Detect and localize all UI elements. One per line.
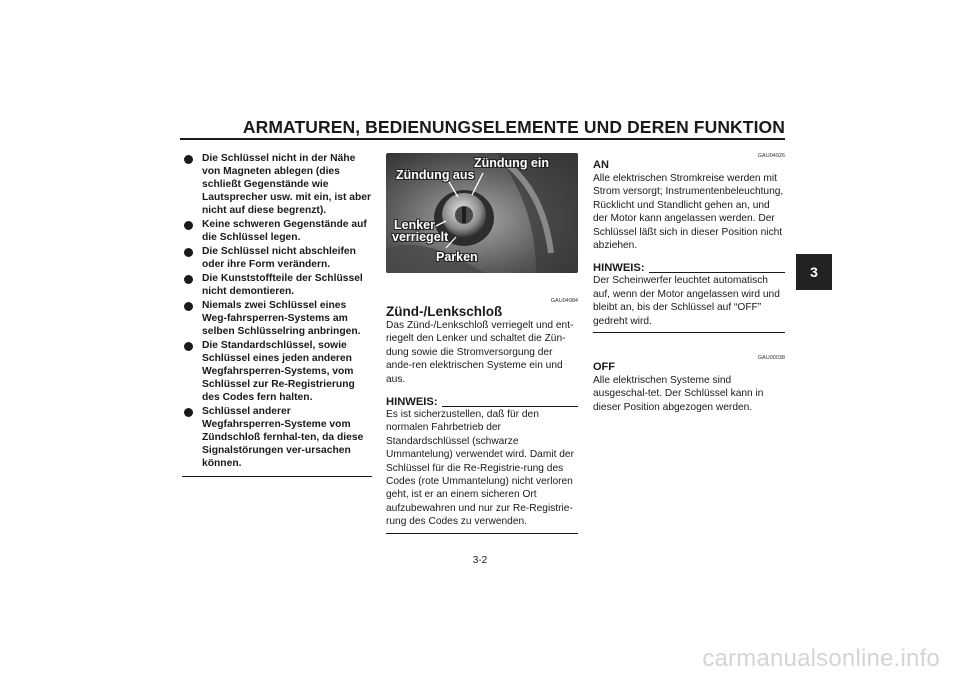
note-label: HINWEIS: <box>593 262 645 275</box>
warning-item <box>182 153 372 218</box>
warning-text: Die Kunststoffteile der Schlüssel nicht demontieren. <box>202 273 363 297</box>
note-header <box>593 262 785 274</box>
warning-text: Keine schweren Gegenstände auf die Schlüssel legen. <box>202 218 367 243</box>
bullet-icon <box>184 155 193 164</box>
note-body: Der Scheinwerfer leuchtet automatisch auf, wenn der Motor angelassen wird und bleibt an, bis der Schlüssel auf “OFF” gedreht wird. <box>593 275 780 327</box>
page-header-title: ARMATUREN, BEDIENUNGSELEMENTE UND DEREN FUNKTION <box>242 117 785 137</box>
warning-text: Die Standardschlüssel, sowie Schlüssel eines jeden anderen Wegfahrsperren-Systems, vom Schlüssel zur Re-Registrierung des Codes fern halten. <box>202 340 355 403</box>
label-steering-locked-2: verriegelt <box>392 230 449 244</box>
warning-column <box>182 153 372 477</box>
note-label: HINWEIS: <box>386 396 438 409</box>
bullet-icon <box>184 221 193 230</box>
section-code: GAU00038 <box>757 355 785 362</box>
section-title: Zünd-/Lenkschloß <box>386 304 503 319</box>
warning-list <box>182 153 372 471</box>
section-body: Alle elektrischen Systeme sind ausgeschal-tet. Der Schlüssel kann in dieser Position abgezogen werden. <box>593 375 764 413</box>
bullet-icon <box>184 275 193 284</box>
warning-item <box>182 406 372 471</box>
page-number: 3-2 <box>472 555 488 566</box>
note-header <box>386 396 578 408</box>
ignition-column <box>386 153 578 534</box>
bullet-icon <box>184 408 193 417</box>
section-title: OFF <box>593 361 615 374</box>
warning-end-rule <box>182 476 372 477</box>
note-end-rule <box>593 332 785 333</box>
section-title: AN <box>593 159 609 171</box>
warning-item <box>182 340 372 405</box>
section-body: Alle elektrischen Stromkreise werden mit Strom versorgt; Instrumentenbeleuchtung, Rücklicht und Standlicht gehen an, und der Motor kann angelassen werden. Der Schlüssel läßt sich in dieser Position nicht abziehen. <box>593 173 784 252</box>
label-ignition-off: Zündung aus <box>396 168 475 182</box>
label-ignition-on: Zündung ein <box>474 156 549 170</box>
note-header-rule <box>442 406 578 407</box>
warning-text: Schlüssel anderer Wegfahrsperren-Systeme vom Zündschloß fernhal-ten, da diese Signalstörungen ver-ursachen können. <box>202 406 364 469</box>
note-body: Es ist sicherzustellen, daß für den normalen Fahrbetrieb der Standardschlüssel (schwarze Ummantelung) verwendet wird. Damit der Schlüssel für die Re-Registrie-rung des Codes (rote Ummantelung) nicht verloren geht, ist er an einem sicheren Ort aufzubewahren und nur zur Re-Registrie-rung des Codes zu verwenden. <box>386 409 574 528</box>
section-code: GAU04926 <box>757 153 785 159</box>
bullet-icon <box>184 302 193 311</box>
note-end-rule <box>386 533 578 534</box>
bullet-icon <box>184 342 193 351</box>
chapter-tab[interactable]: 3 <box>796 254 832 290</box>
label-steering-locked-1: Lenker <box>394 218 435 232</box>
label-park: Parken <box>436 250 478 264</box>
warning-text: Niemals zwei Schlüssel eines Weg-fahrsperren-Systems am selben Schlüsselring anbringen. <box>202 300 361 337</box>
section-body: Das Zünd-/Lenkschloß verriegelt und ent-riegelt den Lenker und schaltet die Zün-dung sowie die Stromversorgung der ande-ren elektrischen Systeme ein und aus. <box>386 320 574 385</box>
warning-item <box>182 273 372 299</box>
warning-item <box>182 300 372 339</box>
watermark: carmanualsonline.info <box>702 645 940 672</box>
note-header-rule <box>649 272 785 273</box>
warning-text: Die Schlüssel nicht in der Nähe von Magneten ablegen (dies schließt Gegenstände wie Lautsprecher usw. mit ein, ist aber nicht auf diese begrenzt). <box>202 153 371 216</box>
bullet-icon <box>184 248 193 257</box>
positions-column <box>593 153 785 414</box>
warning-item <box>182 246 372 272</box>
header-rule <box>180 138 785 140</box>
warning-text: Die Schlüssel nicht abschleifen oder ihre Form verändern. <box>202 245 356 270</box>
warning-item <box>182 219 372 245</box>
section-code: GAU04984 <box>550 298 578 304</box>
ignition-switch-photo <box>386 153 578 273</box>
